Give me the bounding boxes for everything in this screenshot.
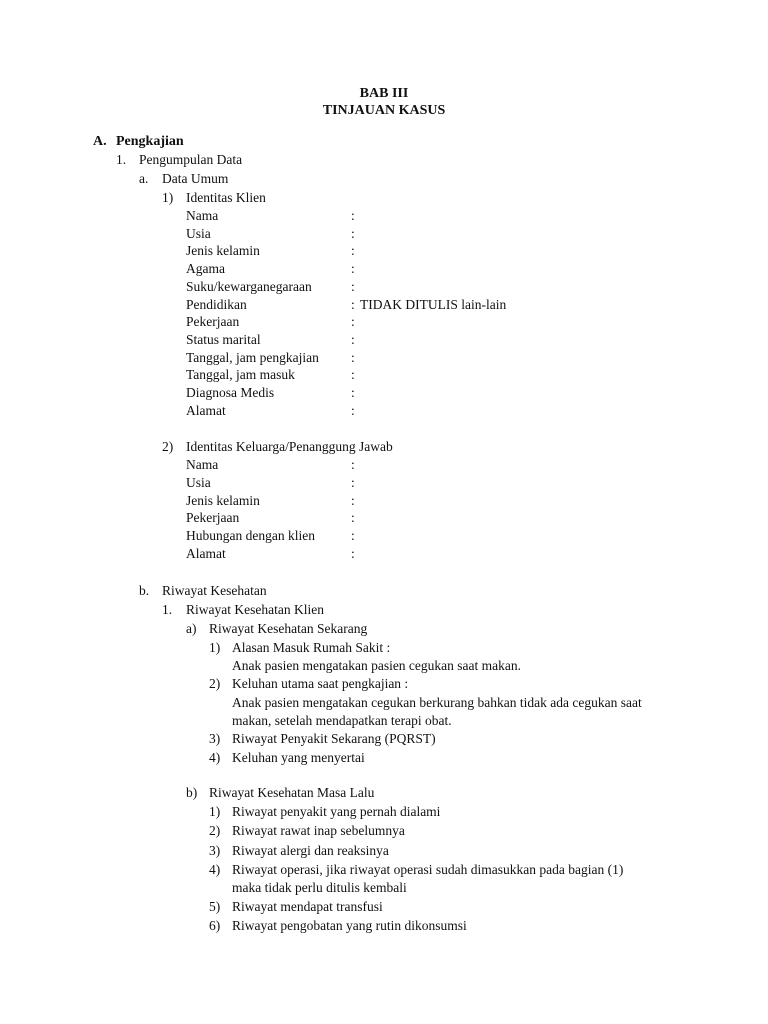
identitas-keluarga-marker: 2) — [162, 439, 174, 454]
list-item-marker: 1) — [209, 804, 221, 819]
list-item-title: Riwayat pengobatan yang rutin dikonsumsi — [232, 918, 467, 933]
field-colon: : — [351, 492, 355, 508]
field-label: Status marital — [186, 331, 261, 347]
field-colon: : — [351, 314, 355, 330]
field-colon: : — [351, 278, 355, 294]
rk-klien-marker: 1. — [162, 602, 173, 617]
field-label: Pekerjaan — [186, 314, 240, 330]
rk-sekarang-marker: a) — [186, 621, 197, 636]
field-label: Agama — [186, 261, 225, 277]
field-label: Nama — [186, 457, 219, 472]
section-b-marker: b. — [139, 583, 150, 598]
list-item-text: maka tidak perlu ditulis kembali — [232, 880, 407, 895]
list-item-title: Riwayat alergi dan reaksinya — [232, 843, 389, 858]
field-colon: : — [351, 243, 355, 259]
field-colon: : — [351, 331, 355, 347]
list-item-title: Riwayat penyakit yang pernah dialami — [232, 804, 441, 819]
list-item-title: Riwayat mendapat transfusi — [232, 899, 383, 914]
list-item-title: Riwayat operasi, jika riwayat operasi sudah dimasukkan pada bagian (1) — [232, 862, 624, 877]
section-1-marker: 1. — [116, 152, 127, 167]
section-b-title: Riwayat Kesehatan — [162, 583, 267, 598]
field-label: Diagnosa Medis — [186, 385, 275, 400]
section-a-title: Pengkajian — [116, 134, 184, 149]
field-label: Pendidikan — [186, 296, 247, 312]
field-value: TIDAK DITULIS lain-lain — [360, 296, 507, 312]
chapter-title: TINJAUAN KASUS — [322, 103, 446, 118]
field-label: Tanggal, jam masuk — [186, 367, 295, 383]
list-item-title: Keluhan utama saat pengkajian : — [232, 676, 409, 691]
section-a-sub-title: Data Umum — [162, 171, 229, 186]
field-colon: : — [351, 402, 355, 418]
list-item-marker: 6) — [209, 918, 221, 933]
list-item-title: Alasan Masuk Rumah Sakit : — [232, 640, 391, 655]
list-item-marker: 4) — [209, 750, 221, 765]
identitas-klien-marker: 1) — [162, 190, 174, 205]
list-item-marker: 2) — [209, 823, 221, 838]
field-colon: : — [351, 367, 355, 383]
list-item-marker: 3) — [209, 843, 221, 858]
list-item-marker: 2) — [209, 676, 221, 691]
list-item-title: Riwayat rawat inap sebelumnya — [232, 823, 405, 838]
list-item-title: Keluhan yang menyertai — [232, 750, 365, 765]
field-colon: : — [351, 510, 355, 526]
field-colon: : — [351, 528, 355, 544]
field-label: Jenis kelamin — [186, 243, 260, 259]
field-colon: : — [351, 296, 355, 312]
field-label: Suku/kewarganegaraan — [186, 278, 312, 294]
identitas-keluarga-title: Identitas Keluarga/Penanggung Jawab — [186, 439, 393, 454]
field-label: Usia — [186, 474, 211, 490]
rk-sekarang-title: Riwayat Kesehatan Sekarang — [209, 621, 368, 636]
list-item-marker: 4) — [209, 862, 221, 877]
list-item-text: makan, setelah mendapatkan terapi obat. — [232, 713, 452, 728]
section-1-title: Pengumpulan Data — [139, 152, 243, 167]
list-item-title: Riwayat Penyakit Sekarang (PQRST) — [232, 731, 436, 746]
field-label: Tanggal, jam pengkajian — [186, 349, 319, 365]
field-colon: : — [351, 208, 355, 223]
rk-lalu-title: Riwayat Kesehatan Masa Lalu — [209, 785, 375, 800]
field-colon: : — [351, 474, 355, 490]
field-label: Alamat — [186, 546, 226, 561]
field-label: Jenis kelamin — [186, 492, 260, 508]
field-label: Pekerjaan — [186, 510, 240, 526]
field-colon: : — [351, 546, 355, 561]
section-a-marker: A. — [93, 134, 107, 149]
list-item-text: Anak pasien mengatakan cegukan berkurang bahkan tidak ada cegukan saat — [232, 695, 642, 710]
field-label: Nama — [186, 208, 219, 223]
rk-lalu-marker: b) — [186, 785, 198, 800]
list-item-text: Anak pasien mengatakan pasien cegukan saat makan. — [232, 658, 522, 673]
field-colon: : — [351, 225, 355, 241]
field-label: Alamat — [186, 402, 226, 418]
list-item-marker: 5) — [209, 899, 221, 914]
identitas-klien-title: Identitas Klien — [186, 190, 266, 205]
rk-klien-title: Riwayat Kesehatan Klien — [186, 602, 324, 617]
chapter-number: BAB III — [359, 86, 409, 101]
field-label: Hubungan dengan klien — [186, 528, 315, 544]
section-a-sub-marker: a. — [139, 171, 149, 186]
field-label: Usia — [186, 225, 211, 241]
list-item-marker: 3) — [209, 731, 221, 746]
field-colon: : — [351, 457, 355, 472]
list-item-marker: 1) — [209, 640, 221, 655]
field-colon: : — [351, 349, 355, 365]
field-colon: : — [351, 261, 355, 277]
field-colon: : — [351, 385, 355, 400]
